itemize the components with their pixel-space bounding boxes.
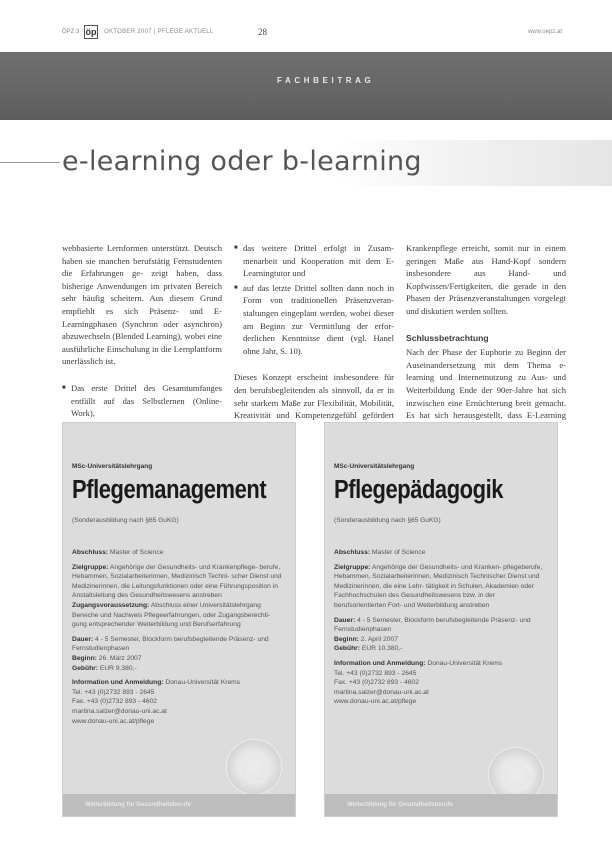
text-column-1 (62, 242, 222, 422)
start-label: Beginn: (72, 654, 97, 662)
target-label: Zielgruppe: (334, 563, 371, 571)
start-label: Beginn: (334, 635, 359, 643)
phone: Tel. +43 (0)2732 893 - 2645 (334, 669, 417, 677)
magazine-name: ÖPZ 3 (62, 29, 80, 35)
contact-value: Donau-Universität Krems (427, 659, 503, 667)
subheading: Schlussbetrachtung (406, 332, 489, 343)
ad-kicker: MSc-Universitätslehrgang (334, 463, 415, 470)
paragraph: Dieses Konzept erscheint insbesondere für den berufsbegleitenden als sinnvoll, da er in sehr starkem Maße zur Flexibilität, Mobilität, Kreativität und Kompetenzgefühl gefördert (234, 372, 394, 421)
degree-label: Abschluss: (334, 549, 371, 556)
degree-label: Abschluss: (72, 549, 109, 556)
target-value: Angehörige der Gesundheits- und Krankenpflege- berufe, Hebammen, Sozialarbeiterinnen, Medizinisch Techni- scher Dienst und Medizinerinnen, die Leitungsfunktionen oder eine Führungsposition in Anstaltsleitung des Gesundheitswesens anstreben (72, 563, 282, 600)
ad-footer: Weiterbildung für Gesundheitsberufe (63, 794, 295, 816)
bullet-item: ■ das weitere Drittel erfolgt in Zusam- menarbeit und Kooperation mit dem E-Learningtutor und (234, 242, 394, 280)
fee-label: Gebühr: (72, 664, 99, 672)
requirement-value: Abschluss einer Universitätslehrgang Bereiche und Nachweis Pflegeerfahrungen, oder Zugangsberechti- gung entsprechender Weiterbildung und Berufserfahrung (72, 601, 271, 629)
duration-label: Dauer: (334, 616, 356, 624)
duration-value: 4 - 5 Semester, Blockform berufsbegleitende Präsenz- und Fernstudienphasen (72, 635, 269, 653)
fee-label: Gebühr: (334, 645, 361, 653)
ad-title: Pflegepädagogik (334, 476, 504, 504)
ad-title: Pflegemanagement (72, 476, 267, 504)
page-number: 28 (258, 27, 267, 37)
target-value: Angehörige der Gesundheits- und Kranken- pflegeberufe, Hebammen, Sozialarbeiterinnen, Medizinisch Technischer Dienst und Medizinerinnen, die eine Lehr- tätigkeit in Schulen, Akademien oder Fachhochschulen des Gesundheitswesens bzw. in der berufsorientierten Fort- und Weiterbildung anstreben (334, 563, 543, 609)
fax: Fax. +43 (0)2732 893 - 4602 (72, 698, 157, 706)
ad-subtitle: (Sonderausbildung nach §65 GuKG) (334, 517, 441, 524)
bullet-item: ■ auf das letzte Drittel sollten dann noch in Form von traditionellen Präsenzveran- staltungen eingeplant werden, wobei dieser am Beginn zur Vermittlung der erfor- derlichen Kenntnisse dient (vgl. Hanel ohne Jahr, S. 10). (234, 282, 394, 358)
ad-body (334, 548, 548, 712)
fee-value: EUR 10.380,- (361, 645, 403, 653)
site-url: www.oepz.at (527, 29, 562, 35)
degree-value: Master of Science (109, 549, 164, 556)
spacer (406, 320, 566, 332)
web-link[interactable]: www.donau-uni.ac.at/pflege (334, 698, 417, 706)
phone: Tel. +43 (0)2732 893 - 2645 (72, 688, 155, 696)
university-seal-icon (226, 739, 282, 795)
ad-subtitle: (Sonderausbildung nach §65 GuKG) (72, 517, 179, 524)
contact-label: Information und Anmeldung: (72, 679, 164, 687)
contact-value: Donau-Universität Krems (165, 679, 241, 687)
ad-pflegepaedagogik (324, 422, 558, 817)
text-column-3 (406, 242, 566, 436)
web-link[interactable]: www.donau-uni.ac.at/pflege (72, 717, 155, 725)
ad-pflegemanagement (62, 422, 296, 817)
contact-label: Information und Anmeldung: (334, 659, 426, 667)
requirement-label: Zugangsvoraussetzung: (72, 601, 150, 609)
bullet-item: ■ Das erste Drittel des Gesamtumfanges entfällt auf das Selbstlernen (Online- Work), (62, 382, 222, 420)
spacer (62, 370, 222, 382)
section-label: FACHBEITRAG (277, 76, 375, 85)
ad-footer: Weiterbildung für Gesundheitsberufe (325, 794, 557, 816)
email-link[interactable]: martina.salzer@donau-uni.ac.at (334, 688, 429, 696)
start-value: 2. April 2007 (360, 635, 398, 643)
text-column-2 (234, 242, 394, 436)
paragraph: webbasierte Lernformen unterstützt. Deutsch haben sie manchen berufstätig Fernstudenten die Erfahrungen ge- zeigt haben, dass bisherige Anwendungen im privaten Bereich sehr häufig scheitern. Aus diesem Grund empfiehlt es sich Präsenz- und E-Learningphasen (Synchron oder asynchron) abzuwechseln (Blended Learning), wobei eine ausführliche Einschulung in die Lernplattform unerlässlich ist. (62, 243, 222, 367)
spacer (234, 359, 394, 371)
issue-line: OKTOBER 2007 | PFLEGE AKTUELL (104, 29, 214, 35)
paragraph: Krankenpflege erreicht, somit nur in einem geringen Maße aus Hand-Kopf sondern insbesondere aus Hand- und Kopfwissen/Fertigkeiten, die gerade in den Phasen der Präsenzveranstaltungen vorgelegt und diskutiert werden sollten. (406, 243, 566, 316)
logo-icon: öp (84, 25, 98, 39)
fee-value: EUR 9.380,- (99, 664, 137, 672)
title-rule (0, 162, 60, 163)
paragraph: Nach der Phase der Euphorie zu Beginn der Auseinandersetzung mit dem Thema e-learning und Internetnutzung zu Aus- und Weiterbildung Ende der 90er-Jahre hat sich inzwischen eine Ernüchterung breit gemacht. Es hat sich herausgestellt, dass E-Learning (406, 347, 566, 421)
running-head (62, 27, 562, 39)
duration-label: Dauer: (72, 635, 94, 643)
section-band (0, 52, 612, 120)
ad-kicker: MSc-Universitätslehrgang (72, 463, 153, 470)
fax: Fax. +43 (0)2732 893 - 4602 (334, 679, 419, 687)
degree-value: Master of Science (371, 549, 426, 556)
email-link[interactable]: martina.salzer@donau-uni.ac.at (72, 707, 167, 715)
target-label: Zielgruppe: (72, 563, 109, 571)
ad-body (72, 548, 286, 731)
duration-value: 4 - 5 Semester, Blockform berufsbegleitende Präsenz- und Fernstudienphasen (334, 616, 531, 634)
article-title: e-learning oder b-learning (62, 146, 422, 177)
start-value: 26. März 2007 (98, 654, 142, 662)
